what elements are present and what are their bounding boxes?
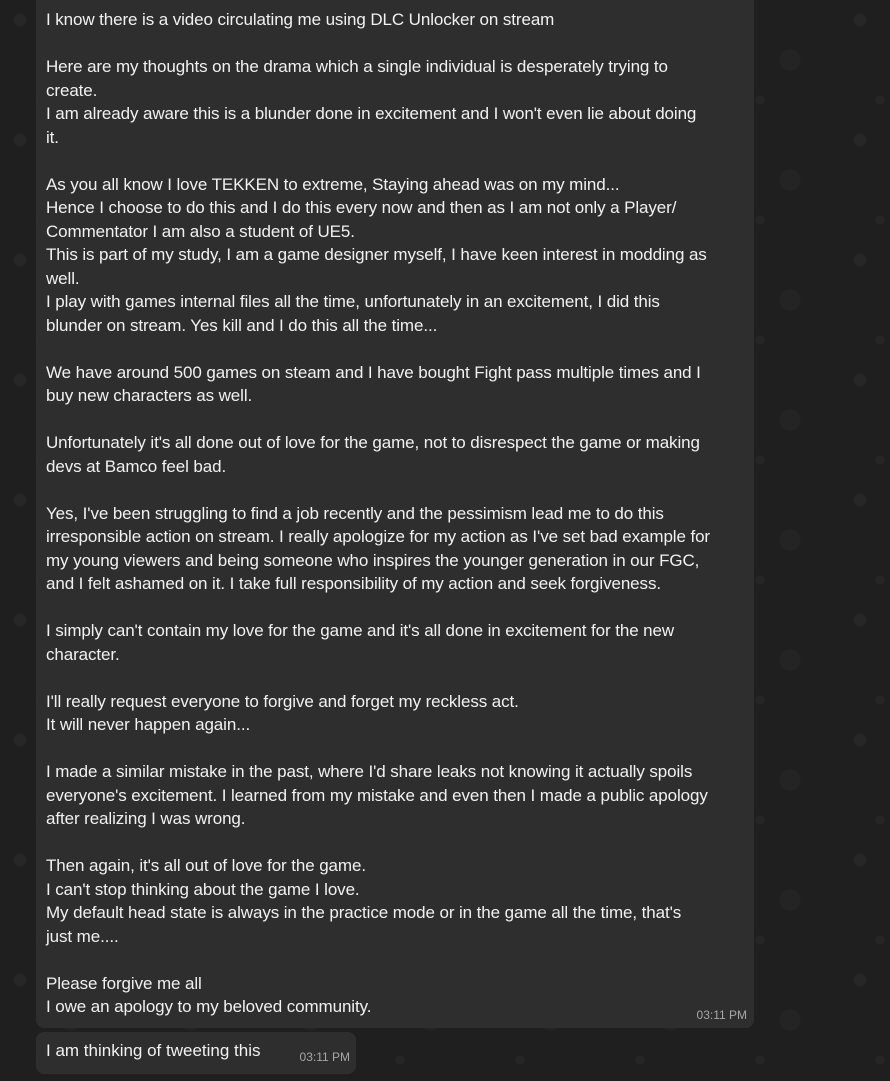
message-line: it. (46, 127, 59, 147)
message-paragraph (46, 8, 732, 32)
message-paragraph (46, 760, 732, 831)
message-paragraph (46, 972, 732, 1019)
message-line: I can't stop thinking about the game I love. (46, 879, 360, 899)
message-bubble[interactable] (36, 1032, 356, 1074)
message-line: Hence I choose to do this and I do this every now and then as I am not only a Player/ (46, 198, 677, 217)
message-line: As you all know I love TEKKEN to extreme, Staying ahead was on my mind... (46, 174, 620, 194)
message-paragraph (46, 361, 732, 408)
message-bubble[interactable] (36, 0, 754, 1028)
message-line: character. (46, 644, 120, 664)
message-line: everyone's excitement. I learned from my mistake and even then I made a public apology (46, 785, 708, 805)
message-line: I know there is a video circulating me using DLC Unlocker on stream (46, 10, 555, 29)
message-paragraph (46, 619, 732, 666)
message-text: I am thinking of tweeting this (46, 1041, 261, 1060)
message-line: My default head state is always in the practice mode or in the game all the time, that's (46, 903, 682, 922)
message-line: Here are my thoughts on the drama which a single individual is desperately trying to (46, 57, 668, 76)
message-line: I made a similar mistake in the past, where I'd share leaks not knowing it actually spoils (46, 762, 693, 781)
message-line: blunder on stream. Yes kill and I do this all the time... (46, 315, 438, 335)
message-line: We have around 500 games on steam and I have bought Fight pass multiple times and I (46, 362, 701, 382)
message-line: devs at Bamco feel bad. (46, 456, 227, 476)
message-line: buy new characters as well. (46, 386, 253, 405)
message-paragraph (46, 55, 732, 149)
message-line: Unfortunately it's all done out of love for the game, not to disrespect the game or making (46, 433, 700, 452)
message-timestamp: 03:11 PM (299, 1050, 350, 1064)
message-line: I'll really request everyone to forgive and forget my reckless act. (46, 691, 519, 711)
message-line: Commentator I am also a student of UE5. (46, 221, 355, 241)
message-paragraph (46, 431, 732, 478)
message-line: just me.... (46, 926, 119, 946)
message-text (46, 8, 732, 1019)
message-paragraph (46, 173, 732, 338)
message-line: irresponsible action on stream. I really apologize for my action as I've set bad example for (46, 527, 710, 546)
message-paragraph (46, 854, 732, 948)
message-line: It will never happen again... (46, 715, 251, 734)
message-line: after realizing I was wrong. (46, 809, 246, 828)
message-line: my young viewers and being someone who inspires the younger generation in our FGC, (46, 550, 700, 570)
message-line: Then again, it's all out of love for the game. (46, 856, 366, 875)
message-line: I owe an apology to my beloved community. (46, 997, 372, 1016)
message-line: Please forgive me all (46, 973, 202, 993)
message-line: and I felt ashamed on it. I take full responsibility of my action and seek forgiveness. (46, 574, 661, 593)
message-line: create. (46, 80, 98, 100)
message-line: I am already aware this is a blunder done in excitement and I won't even lie about doing (46, 104, 697, 123)
message-line: This is part of my study, I am a game designer myself, I have keen interest in modding as (46, 245, 707, 264)
message-line: Yes, I've been struggling to find a job recently and the pessimism lead me to do this (46, 503, 664, 523)
message-timestamp: 03:11 PM (696, 1008, 747, 1022)
message-paragraph (46, 690, 732, 737)
message-paragraph (46, 502, 732, 596)
message-line: well. (46, 268, 80, 288)
message-line: I play with games internal files all the time, unfortunately in an excitement, I did this (46, 292, 660, 311)
message-line: I simply can't contain my love for the game and it's all done in excitement for the new (46, 621, 675, 640)
